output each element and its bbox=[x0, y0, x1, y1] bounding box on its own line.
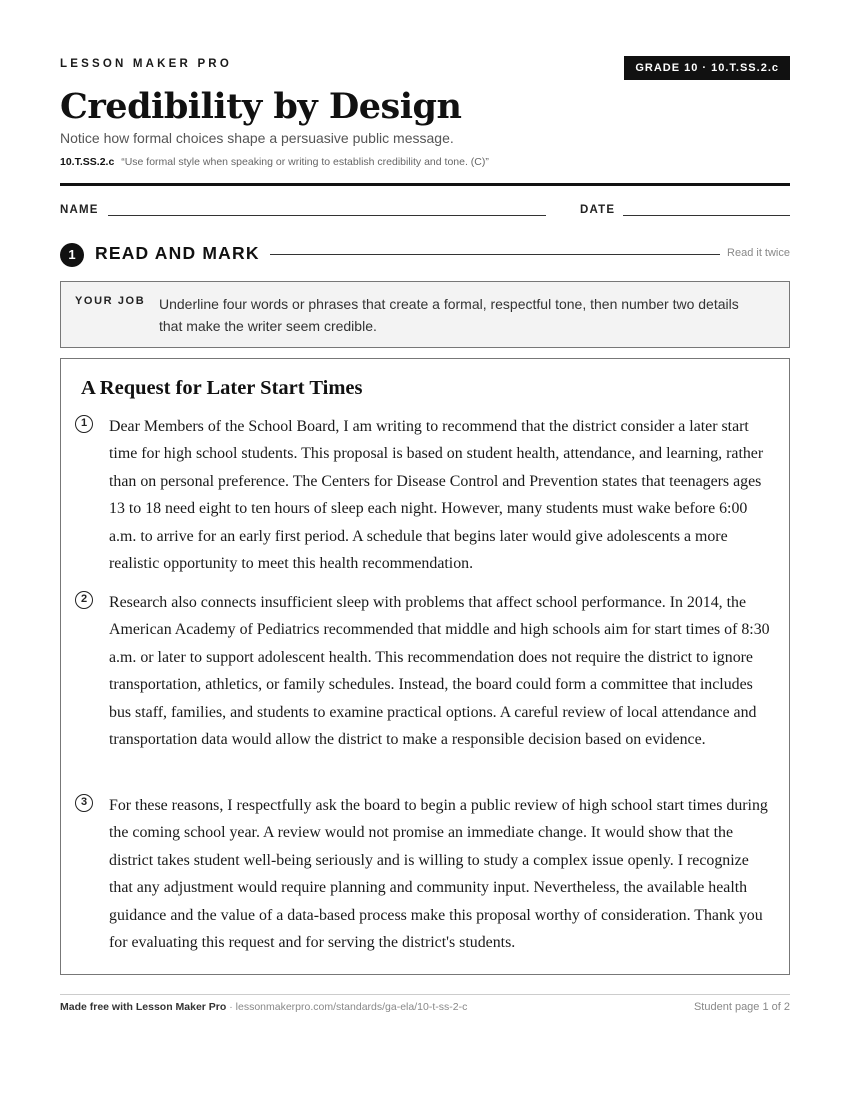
paragraph-text: For these reasons, I respectfully ask the board to begin a public review of high school start times during the coming school year. A review would not promise an immediate change. It would show that the district takes student well-being seriously and is willing to study a complex issue openly. I recognize that any adjustment would require planning and community input. Nevertheless, the available health guidance and the value of a data-based process make this proposal worthy of consideration. Thank you for evaluating this request and for serving the district's students. bbox=[109, 797, 768, 952]
paragraph-text: Research also connects insufficient sleep with problems that affect school performance. In 2014, the American Academy of Pediatrics recommended that middle and high schools aim for start times of 8:30 a.m. or later to support adolescent health. This recommendation does not require the district to ignore transportation, athletics, or family schedules. Instead, the board could form a committee that includes bus staff, families, and students to examine practical options. A careful review of local attendance and transportation data would allow the district to make a responsible decision based on evidence. bbox=[109, 594, 770, 749]
section-divider bbox=[270, 254, 720, 255]
date-label: DATE bbox=[580, 204, 616, 216]
paragraph-number-badge: 1 bbox=[75, 415, 93, 433]
standard-line bbox=[60, 156, 489, 168]
standard-code: 10.T.SS.2.c bbox=[60, 156, 115, 168]
date-field[interactable] bbox=[623, 215, 790, 216]
section-note: Read it twice bbox=[727, 247, 790, 259]
paragraph-number-badge: 2 bbox=[75, 591, 93, 609]
standard-quote: “Use formal style when speaking or writing to establish credibility and tone. (C)” bbox=[121, 156, 489, 168]
footer-url[interactable]: · lessonmakerpro.com/standards/ga-ela/10-t-ss-2-c bbox=[226, 1001, 468, 1013]
footer-brand: Made free with Lesson Maker Pro bbox=[60, 1001, 227, 1013]
page-title: Credibility by Design bbox=[60, 86, 462, 127]
name-field[interactable] bbox=[108, 215, 546, 216]
section-title: READ AND MARK bbox=[95, 243, 260, 263]
page-subtitle: Notice how formal choices shape a persuasive public message. bbox=[60, 130, 454, 146]
footer-credit bbox=[60, 1001, 467, 1013]
grade-badge: GRADE 10 · 10.T.SS.2.c bbox=[624, 56, 790, 80]
page-indicator: Student page 1 of 2 bbox=[693, 1001, 790, 1013]
header-divider bbox=[60, 183, 790, 186]
paragraph-number-badge: 3 bbox=[75, 794, 93, 812]
passage-box bbox=[60, 358, 790, 975]
instructions-box bbox=[60, 281, 790, 348]
instructions-text: Underline four words or phrases that create a formal, respectful tone, then number two details that make the writer seem credible. bbox=[159, 296, 739, 334]
brand-name: LESSON MAKER PRO bbox=[60, 58, 232, 70]
paragraph-text: Dear Members of the School Board, I am writing to recommend that the district consider a later start time for high school students. This proposal is based on student health, attendance, and learning, rather than on personal preference. The Centers for Disease Control and Prevention states that teenagers ages 13 to 18 need eight to ten hours of sleep each night. However, many students must wake before 6:00 a.m. to arrive for an early first period. A schedule that begins later would give adolescents a more realistic opportunity to meet this health recommendation. bbox=[109, 418, 764, 573]
top-bar bbox=[60, 56, 790, 80]
instructions-label: YOUR JOB bbox=[75, 295, 146, 307]
name-label: NAME bbox=[60, 204, 99, 216]
passage-title: A Request for Later Start Times bbox=[81, 377, 363, 399]
footer-divider bbox=[60, 994, 790, 995]
step-number-badge: 1 bbox=[60, 243, 84, 267]
section-header bbox=[60, 242, 790, 268]
